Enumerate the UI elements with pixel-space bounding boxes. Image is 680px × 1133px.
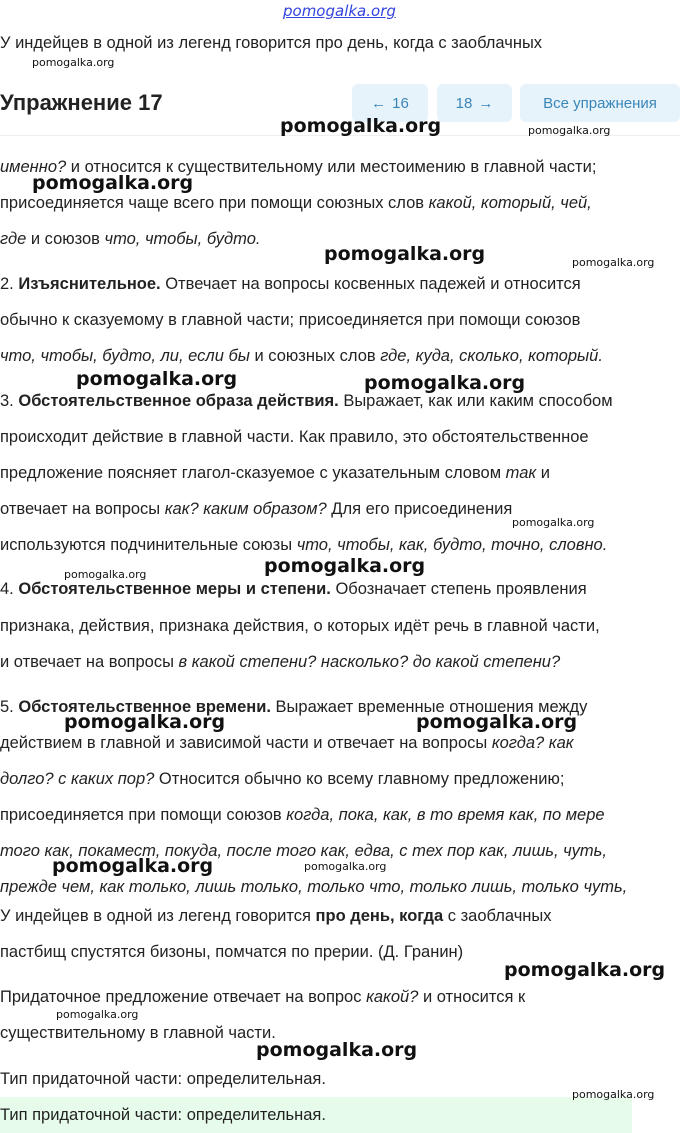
watermark-top: pomogalka.org — [283, 2, 396, 20]
text-line: присоединяется чаще всего при помощи союзных слов какой, который, чей, — [0, 194, 592, 212]
example-sentence: пастбищ спустятся бизоны, помчатся по прерии. (Д. Гранин) — [0, 943, 464, 961]
answer-text: Тип придаточной части: определительная. — [0, 1106, 326, 1124]
text-line: именно? и относится к существительному или местоимению в главной части; — [0, 158, 597, 176]
watermark: pomogalka.org — [416, 711, 578, 733]
watermark: pomogalka.org — [52, 855, 214, 877]
watermark: pomogalka.org — [364, 372, 526, 394]
next-exercise-label: 18 — [455, 94, 473, 112]
watermark: pomogalka.org — [32, 56, 115, 69]
watermark: pomogalka.org — [572, 256, 655, 269]
text-line: происходит действие в главной части. Как правило, это обстоятельственное — [0, 428, 589, 446]
page-title: Упражнение 17 — [0, 90, 163, 115]
watermark: pomogalka.org — [32, 172, 194, 194]
text-line: используются подчинительные союзы что, чтобы, как, будто, точно, словно. — [0, 536, 608, 554]
text-line: 3. Обстоятельственное образа действия. Выражает, как или каким способом — [0, 392, 613, 410]
text-line: того как, покамест, покуда, после того как, едва, с тех пор как, лишь, чуть, — [0, 842, 607, 860]
explanation-line: Придаточное предложение отвечает на вопрос какой? и относится к — [0, 988, 526, 1006]
text-line: отвечает на вопросы как? каким образом? Для его присоединения — [0, 500, 513, 518]
text-line: обычно к сказуемому в главной части; присоединяется при помощи союзов — [0, 311, 581, 329]
text-line: что, чтобы, будто, ли, если бы и союзных слов где, куда, сколько, который. — [0, 347, 603, 365]
text-line: признака, действия, признака действия, о которых идёт речь в главной части, — [0, 617, 600, 635]
arrow-left-icon: ← — [371, 94, 387, 112]
watermark: pomogalka.org — [504, 959, 666, 981]
watermark: pomogalka.org — [264, 555, 426, 577]
example-sentence: У индейцев в одной из легенд говорится про день, когда с заоблачных — [0, 907, 552, 925]
watermark: pomogalka.org — [324, 243, 486, 265]
text-line: 2. Изъяснительное. Отвечает на вопросы косвенных падежей и относится — [0, 275, 581, 293]
text-line: 5. Обстоятельственное времени. Выражает временные отношения между — [0, 698, 588, 716]
watermark: pomogalka.org — [56, 1008, 139, 1021]
next-exercise-button[interactable] — [437, 84, 512, 122]
text-line: присоединяется при помощи союзов когда, пока, как, в то время как, по мере — [0, 806, 605, 824]
watermark: pomogalka.org — [304, 860, 387, 873]
text-line: и отвечает на вопросы в какой степени? насколько? до какой степени? — [0, 653, 561, 671]
watermark: pomogalka.org — [528, 124, 611, 137]
text-line: где и союзов что, чтобы, будто. — [0, 230, 261, 248]
watermark: pomogalka.org — [64, 568, 147, 581]
watermark: pomogalka.org — [512, 516, 595, 529]
text-line: 4. Обстоятельственное меры и степени. Обозначает степень проявления — [0, 580, 587, 598]
intro-line: У индейцев в одной из легенд говорится про день, когда с заоблачных — [0, 34, 543, 52]
watermark: pomogalka.org — [572, 1088, 655, 1101]
arrow-right-icon: → — [478, 94, 494, 112]
watermark: pomogalka.org — [64, 711, 226, 733]
prev-exercise-label: 16 — [392, 94, 409, 112]
text-line: долго? с каких пор? Относится обычно ко всему главному предложению; — [0, 770, 565, 788]
watermark: pomogalka.org — [280, 115, 442, 137]
all-exercises-button[interactable] — [520, 84, 680, 122]
explanation-line: существительному в главной части. — [0, 1024, 276, 1042]
watermark: pomogalka.org — [76, 368, 238, 390]
text-line: действием в главной и зависимой части и отвечает на вопросы когда? как — [0, 734, 574, 752]
explanation-line: Тип придаточной части: определительная. — [0, 1070, 326, 1088]
text-line: предложение поясняет глагол-сказуемое с указательным словом так и — [0, 464, 550, 482]
watermark: pomogalka.org — [256, 1039, 418, 1061]
text-line: прежде чем, как только, лишь только, только что, только лишь, только чуть, — [0, 878, 628, 896]
all-exercises-label: Все упражнения — [543, 94, 657, 112]
